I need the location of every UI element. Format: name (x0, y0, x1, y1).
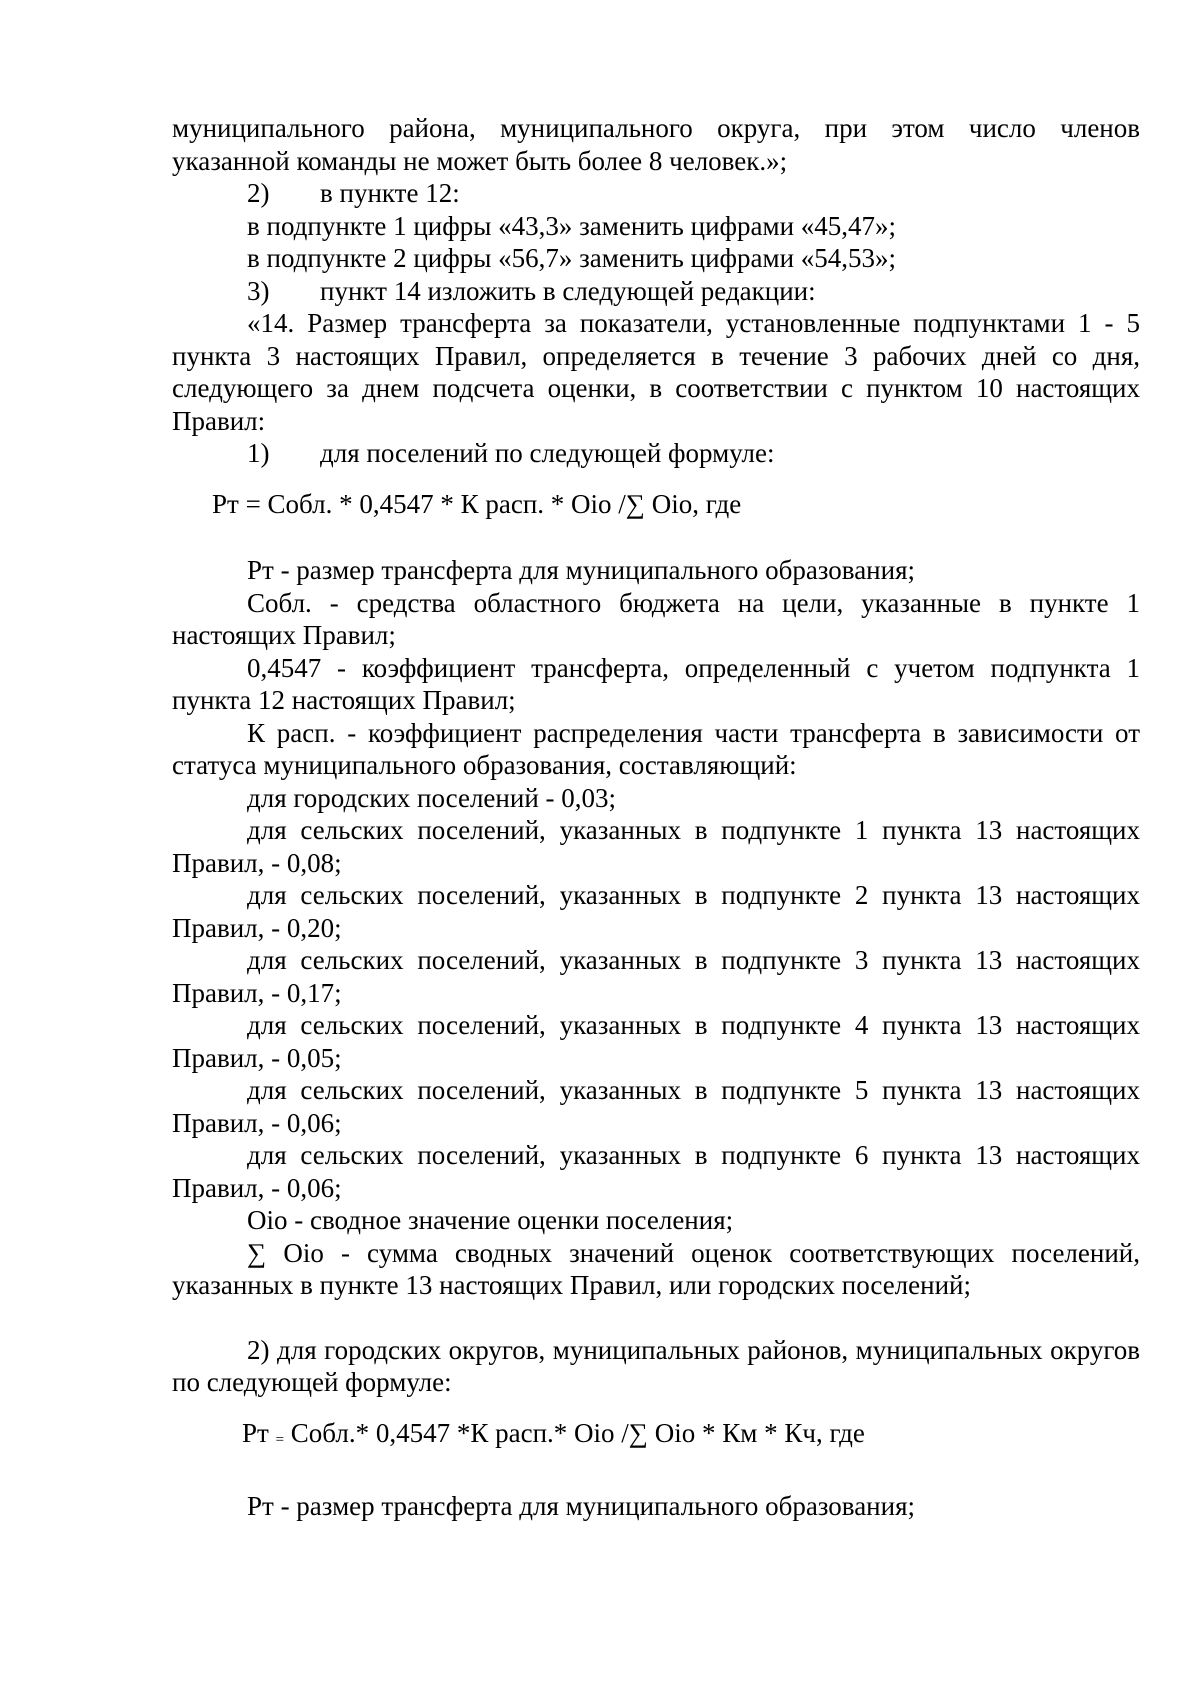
list-item-text: в пункте 12: (320, 178, 460, 208)
k-rural-settlements-6: для сельских поселений, указанных в подпункте 6 пункта 13 настоящих Правил, - 0,06; (172, 1140, 1140, 1203)
formula-districts (172, 1417, 1140, 1457)
formula-rt: Рт (242, 1417, 269, 1448)
k-urban-settlements: для городских поселений - 0,03; (247, 782, 617, 813)
paragraph-item-2-districts: 2) для городских округов, муниципальных районов, муниципальных округов по следующей формуле: (172, 1334, 1140, 1397)
subitem-2: в подпункте 2 цифры «56,7» заменить цифрами «54,53»; (247, 243, 897, 273)
k-rural-settlements-5: для сельских поселений, указанных в подпункте 5 пункта 13 настоящих Правил, - 0,06; (172, 1075, 1140, 1138)
list-item-2 (172, 177, 1140, 210)
formula-body: Собл.* 0,4547 *К расп.* Оiо /∑ Оiо * Км * Кч, где (290, 1417, 865, 1448)
definition-coefficient: 0,4547 - коэффициент трансферта, определенный с учетом подпункта 1 пункта 12 настоящих Правил; (172, 652, 1140, 715)
list-item-text: для поселений по следующей формуле: (320, 438, 775, 468)
definition-sobl: Собл. - средства областного бюджета на цели, указанные в пункте 1 настоящих Правил; (172, 587, 1140, 650)
list-item-number: 2) (247, 178, 270, 208)
k-rural-settlements-3: для сельских поселений, указанных в подпункте 3 пункта 13 настоящих Правил, - 0,17; (172, 945, 1140, 1008)
list-item-number: 3) (247, 275, 270, 306)
k-rural-settlements-1: для сельских поселений, указанных в подпункте 1 пункта 13 настоящих Правил, - 0,08; (172, 815, 1140, 878)
list-item-text: пункт 14 изложить в следующей редакции: (320, 275, 816, 306)
formula-settlements: Рт = Собл. * 0,4547 * К расп. * Оiо /∑ Оiо, где (212, 488, 742, 519)
definition-rt-2: Рт - размер трансферта для муниципального образования; (247, 1491, 915, 1521)
definition-krasp: К расп. - коэффициент распределения части трансферта в зависимости от статуса муниципального образования, составляющий: (172, 717, 1140, 780)
list-item-number: 1) (247, 438, 270, 468)
paragraph-spacer (172, 1302, 1140, 1334)
document-page (172, 112, 1140, 1523)
paragraph-14: «14. Размер трансферта за показатели, установленные подпунктами 1 - 5 пункта 3 настоящих Правил, определяется в течение 3 рабочих дней со дня, следующего за днем подсчета оценки, в соответствии с пунктом 10 настоящих Правил: (172, 308, 1140, 436)
list-item-3 (172, 275, 1140, 308)
definition-sum-oio: ∑ Оiо - сумма сводных значений оценок соответствующих поселений, указанных в пункте 13 настоящих Правил, или городских поселений; (172, 1237, 1140, 1300)
definition-oio: Оiо - сводное значение оценки поселения; (247, 1205, 734, 1235)
subitem-1: в подпункте 1 цифры «43,3» заменить цифрами «45,47»; (247, 210, 897, 241)
definition-rt: Рт - размер трансферта для муниципального образования; (247, 555, 915, 585)
k-rural-settlements-4: для сельских поселений, указанных в подпункте 4 пункта 13 настоящих Правил, - 0,05; (172, 1010, 1140, 1073)
list-item-1 (172, 437, 1140, 470)
k-rural-settlements-2: для сельских поселений, указанных в подпункте 2 пункта 13 настоящих Правил, - 0,20; (172, 880, 1140, 943)
paragraph-intro: муниципального района, муниципального округа, при этом число членов указанной команды не может быть более 8 человек.»; (172, 113, 1140, 176)
formula-equals: = (275, 1431, 285, 1448)
